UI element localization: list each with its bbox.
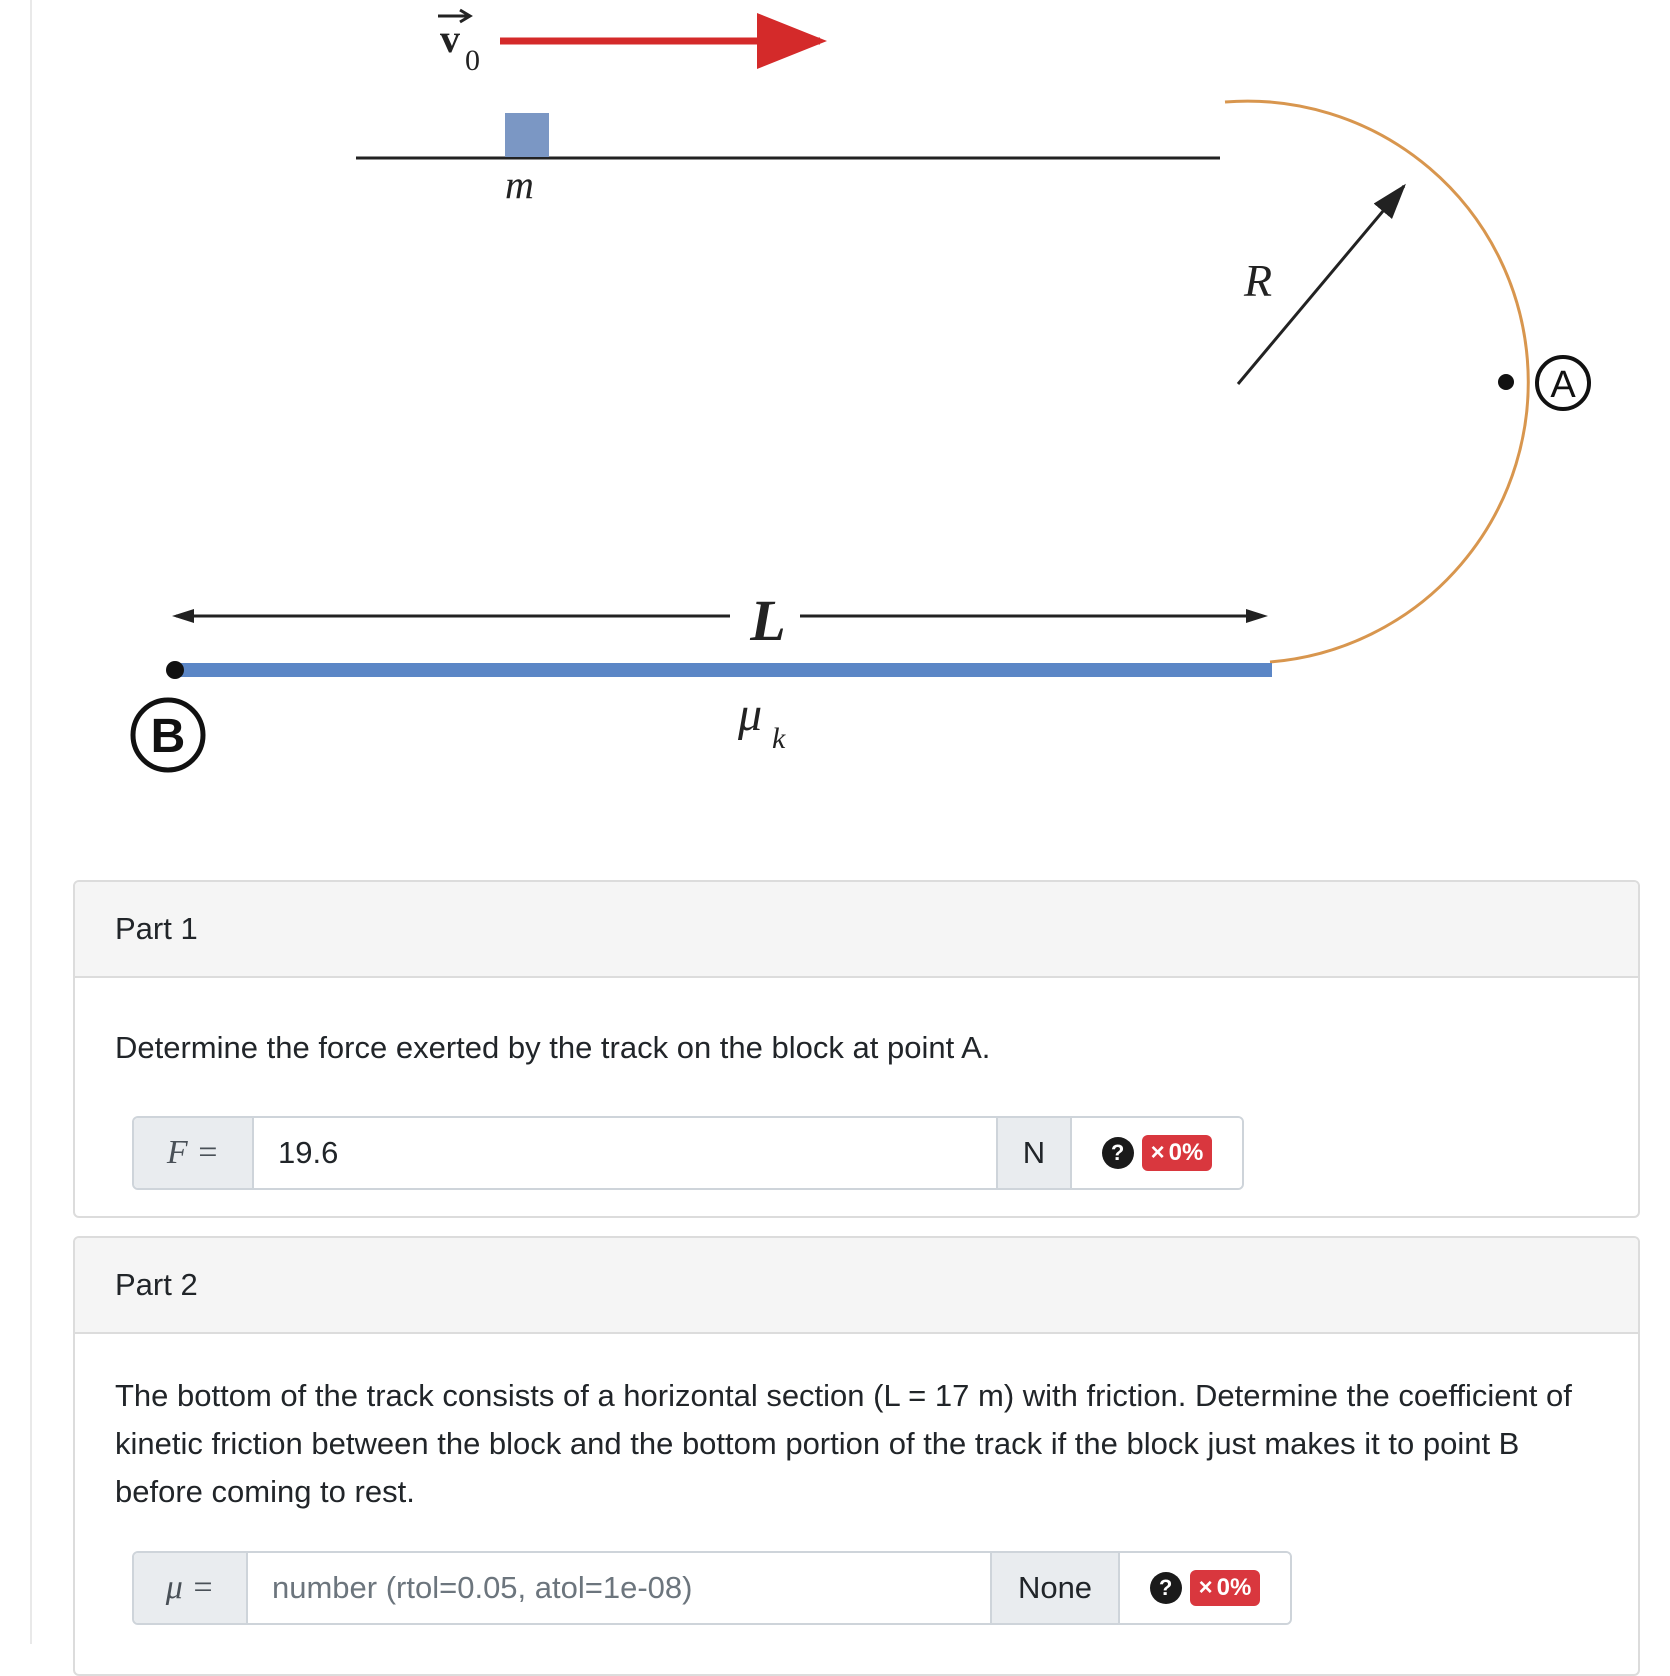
part2-score: 0% [1216, 1574, 1252, 1601]
friction-label: μ [738, 688, 763, 741]
part2-prompt: The bottom of the track consists of a horizontal section (L = 17 m) with friction. Determine the coefficient of kinetic friction between the block and the bottom portion of the track if the block just makes it to point B before coming to rest. [115, 1378, 1572, 1509]
help-icon[interactable]: ? [1150, 1572, 1182, 1604]
help-icon[interactable]: ? [1102, 1137, 1134, 1169]
curved-track [1225, 101, 1528, 662]
incorrect-x-icon: × [1150, 1139, 1165, 1166]
point-a-dot [1498, 374, 1514, 390]
part1-score-badge [1142, 1135, 1213, 1171]
part2-variable-label: μ = [134, 1553, 248, 1623]
part1-answer-group [132, 1116, 1244, 1190]
part1-score: 0% [1168, 1139, 1204, 1166]
part2-card [73, 1236, 1640, 1676]
part2-score-badge [1190, 1570, 1261, 1606]
length-arrowhead-right-icon [1246, 609, 1268, 623]
part1-title: Part 1 [115, 911, 198, 946]
length-label: L [750, 588, 786, 653]
velocity-label [438, 10, 480, 77]
part1-unit: N [996, 1118, 1070, 1188]
bottom-track [175, 663, 1272, 677]
friction-subscript: k [772, 722, 786, 755]
part1-status [1070, 1118, 1242, 1188]
part1-header [75, 882, 1638, 978]
part1-answer-input[interactable] [254, 1118, 996, 1188]
part1-prompt: Determine the force exerted by the track on the block at point A. [115, 1030, 991, 1065]
part2-status [1118, 1553, 1290, 1623]
point-b-label: B [150, 710, 186, 763]
part2-header [75, 1238, 1638, 1334]
part2-answer-group [132, 1551, 1292, 1625]
radius-label: R [1244, 255, 1273, 306]
velocity-subscript: 0 [465, 44, 480, 77]
length-arrowhead-left-icon [172, 609, 194, 623]
point-b-dot [166, 661, 184, 679]
part2-title: Part 2 [115, 1267, 198, 1302]
part1-card [73, 880, 1640, 1218]
part2-answer-input[interactable] [248, 1553, 990, 1623]
part1-variable-label: F = [134, 1118, 254, 1188]
mass-label: m [505, 162, 534, 207]
point-a-label: A [1550, 364, 1576, 406]
velocity-symbol: v [440, 16, 460, 61]
incorrect-x-icon: × [1198, 1574, 1213, 1601]
block [505, 113, 549, 157]
part2-unit: None [990, 1553, 1118, 1623]
